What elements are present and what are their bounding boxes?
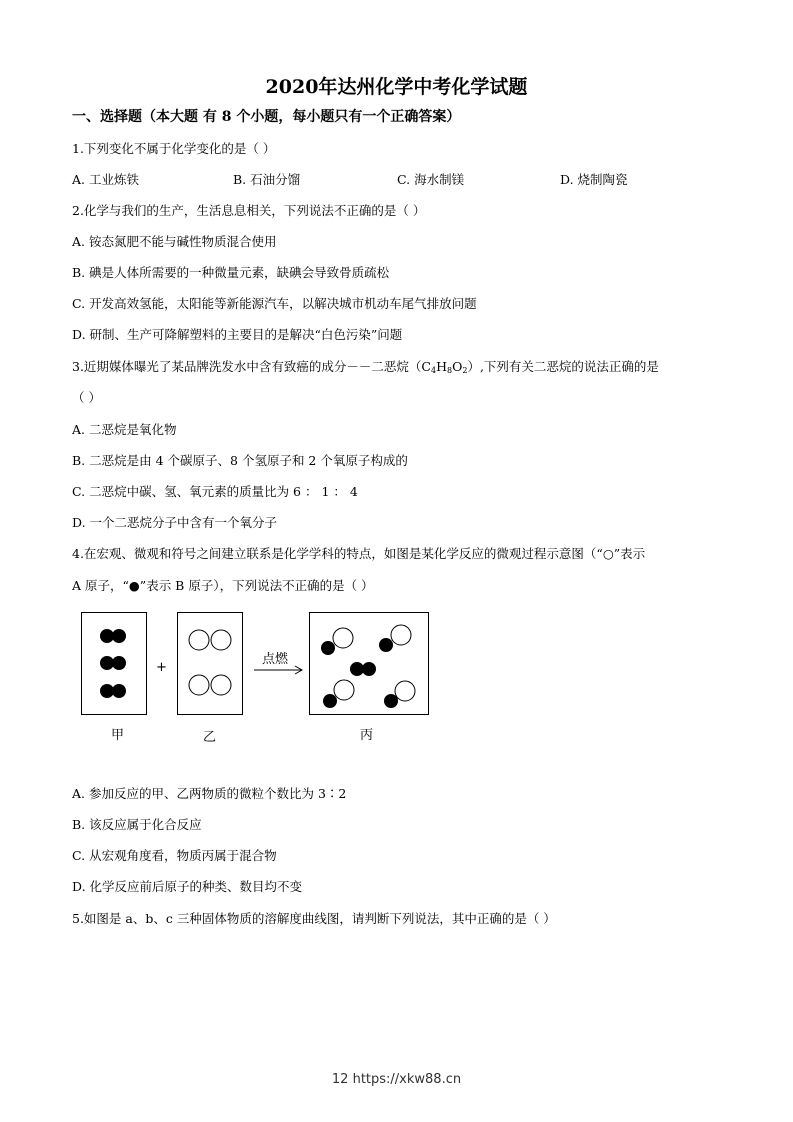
label-yi: 乙 xyxy=(203,730,217,745)
q4-option-d: D. 化学反应前后原子的种类、数目均不变 xyxy=(72,879,303,894)
q2-option-a: A. 铵态氮肥不能与碱性物质混合使用 xyxy=(72,234,277,249)
q4-option-c: C. 从宏观角度看，物质丙属于混合物 xyxy=(72,848,277,863)
label-bing: 丙 xyxy=(360,728,374,743)
plus-sign: + xyxy=(156,660,167,675)
q2-option-b: B. 碘是人体所需要的一种微量元素，缺碘会导致骨质疏松 xyxy=(72,265,390,280)
q3-stem-part-a: 3.近期媒体曝光了某品牌洗发水中含有致癌的成分－－二恶烷（C xyxy=(72,359,431,374)
q3-h: H xyxy=(436,359,447,374)
box-jia xyxy=(81,612,147,715)
question-4-stem-line1: 4.在宏观、微观和符号之间建立联系是化学学科的特点，如图是某化学反应的微观过程示意图（“○”表示 xyxy=(72,546,646,561)
reaction-arrow-icon xyxy=(253,664,305,676)
question-3-stem xyxy=(72,361,659,375)
molecules-bing xyxy=(310,613,428,714)
q3-option-a: A. 二恶烷是氧化物 xyxy=(72,422,177,437)
box-yi xyxy=(177,612,243,715)
label-jia: 甲 xyxy=(111,728,125,743)
q3-o: O xyxy=(452,359,463,374)
molecules-yi xyxy=(178,613,242,714)
q2-option-d: D. 研制、生产可降解塑料的主要目的是解决“白色污染”问题 xyxy=(72,327,403,342)
q3-stem-part-b: ）,下列有关二恶烷的说法正确的是 xyxy=(467,359,659,374)
page-title: 2020年达州化学中考化学试题 xyxy=(265,76,528,98)
section-heading: 一、选择题（本大题 有 8 个小题，每小题只有一个正确答案） xyxy=(72,109,461,125)
arrow-label: 点燃 xyxy=(262,652,289,667)
question-2-stem: 2.化学与我们的生产，生活息息相关，下列说法不正确的是（ ） xyxy=(72,203,426,218)
q1-option-d: D. 烧制陶瓷 xyxy=(560,172,628,187)
q3-sub-c: 4 xyxy=(431,366,437,375)
q4-option-b: B. 该反应属于化合反应 xyxy=(72,817,202,832)
q3-option-d: D. 一个二恶烷分子中含有一个氧分子 xyxy=(72,515,278,530)
q1-option-a: A. 工业炼铁 xyxy=(72,172,139,187)
q3-sub-h: 8 xyxy=(447,366,453,375)
page-footer[interactable]: 12 https://xkw88.cn xyxy=(331,1072,462,1087)
q3-option-c: C. 二恶烷中碳、氢、氧元素的质量比为 6 ： 1 ： 4 xyxy=(72,484,358,499)
q3-answer-paren: （ ） xyxy=(72,390,101,405)
molecules-jia xyxy=(82,613,146,714)
question-1-stem: 1.下列变化不属于化学变化的是（ ） xyxy=(72,141,276,156)
box-bing xyxy=(309,612,429,715)
q3-option-b: B. 二恶烷是由 4 个碳原子、8 个氢原子和 2 个氧原子构成的 xyxy=(72,453,408,468)
q2-option-c: C. 开发高效氢能，太阳能等新能源汽车，以解决城市机动车尾气排放问题 xyxy=(72,296,477,311)
q1-option-b: B. 石油分馏 xyxy=(233,172,301,187)
q1-option-c: C. 海水制镁 xyxy=(397,172,465,187)
question-5-stem: 5.如图是 a、b、c 三种固体物质的溶解度曲线图，请判断下列说法，其中正确的是（ ） xyxy=(72,911,556,926)
q4-option-a: A. 参加反应的甲、乙两物质的微粒个数比为 3∶2 xyxy=(72,786,347,801)
question-4-stem-line2: A 原子，“●”表示 B 原子），下列说法不正确的是（ ） xyxy=(72,578,374,593)
q3-sub-o: 2 xyxy=(462,366,468,375)
